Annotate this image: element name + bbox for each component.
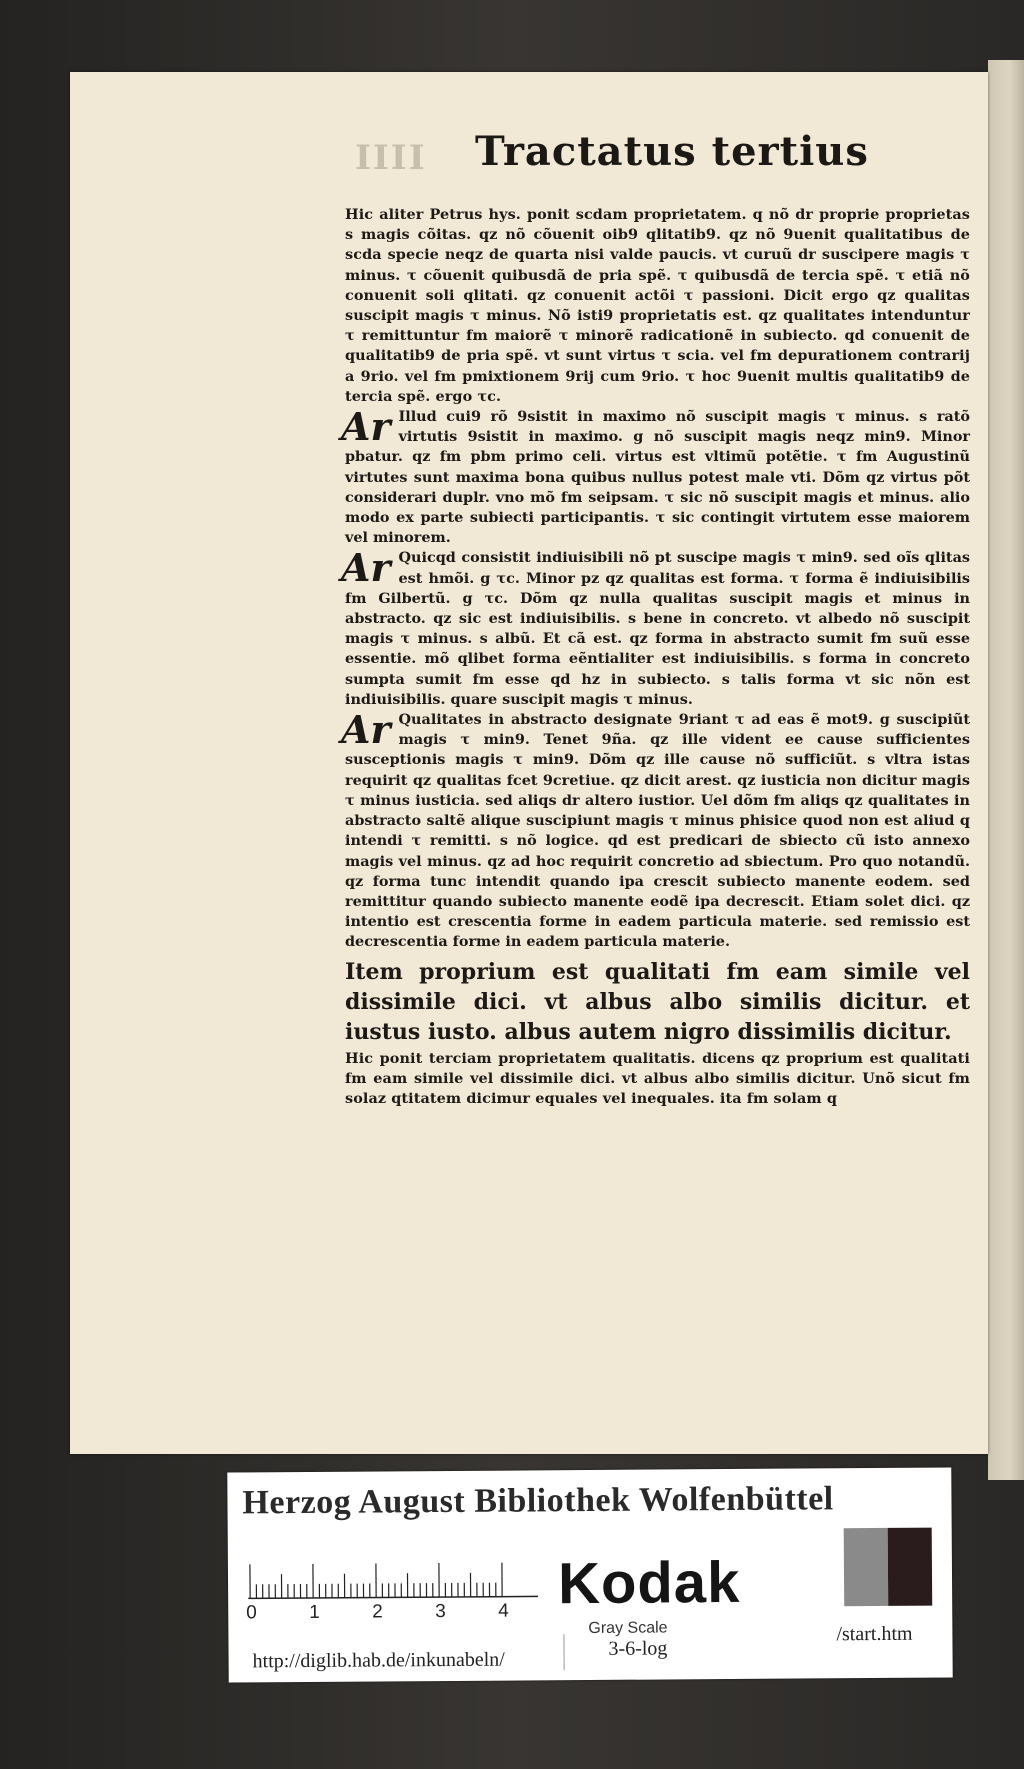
gray-scale-swatches xyxy=(802,1528,933,1607)
commentary-paragraph: Hic aliter Petrus hys. ponit scdam proprietatem. q nõ dr proprie proprietas s magis cõitas. qz nõ cõuenit oib9 qlitatib9. qz nõ 9uenit qualitatibus de scda specie neqz de quarta nisi valde paucis. vt curuũ dr suscipere magis τ minus. τ cõuenit quibusdã de pria spẽ. τ quibusdã de tercia spẽ. τ etiã nõ conuenit soli qlitati. qz conuenit actõi τ passioni. Dicit ergo qz qualitas suscipit magis τ minus. Nõ isti9 proprietatis est. qz qualitates intenduntur τ remittuntur fm maiorẽ τ minorẽ radicationẽ in subiecto. qd conuenit de qualitatib9 de pria spẽ. vt sunt virtus τ scia. vel fm depurationem contrarij a 9rio. vel fm pmixtionem 9rij cum 9rio. τ hoc 9uenit multis qualitatib9 de tercia spẽ. ergo τc. xyxy=(345,206,970,405)
main-text-column xyxy=(341,205,970,1109)
argument-paragraph xyxy=(341,545,970,710)
lemma-paragraph: Item proprium est qualitati fm eam simile vel dissimile dici. vt albus albo similis dicitur. et iustus iusto. albus autem nigro dissimilis dicitur. xyxy=(345,958,970,1045)
start-path: /start.htm xyxy=(836,1622,913,1646)
argument-initial: Ar xyxy=(341,707,391,753)
library-name: Herzog August Bibliothek Wolfenbüttel xyxy=(242,1480,834,1522)
argument-text: Illud cui9 rõ 9sistit in maximo nõ suscipit magis τ minus. s ratõ virtutis 9sistit in maximo. g nõ suscipit magis neqz min9. Minor pbatur. qz fm pbm primo celi. virtus est vltimũ potẽtie. τ fm Augustinũ virtutes sunt maxima bona quibus nullus potest male vti. Dõm qz virtus põt considerari duplr. vno mõ fm seipsam. τ sic nõ suscipit magis et minus. alio modo ex parte subiecti participantis. τ sic contingit virtutem esse maiorem vel minorem. xyxy=(345,408,970,547)
ruler-number: 4 xyxy=(498,1600,509,1622)
ruler-number: 1 xyxy=(309,1601,320,1623)
ruler-number: 3 xyxy=(435,1601,446,1623)
running-title: Tractatus tertius xyxy=(475,128,869,175)
argument-text: Qualitates in abstracto designate 9riant τ ad eas ẽ mot9. g suscipiũt magis τ min9. Tenet 9ña. qz ille vident ee cause sufficientes susceptionis magis τ min9. Dõm qz ille cause nõ sufficiũt. s vltra istas requirit qz qualitas fcet 9cretiue. qz dicit arest. qz iusticia non dicitur magis τ minus iusticia. sed aliqs dr altero iustior. Uel dõm fm aliqs qz qualitates in abstracto saltẽ alique suscipiunt magis τ minus phisice quod non est aliud q intendi τ remitti. s nõ logice. qd est predicari de sbiecto cũ isto annexo magis vel minus. qz ad hoc requirit concretio ad sbiectum. Pro quo notandũ. qz forma tunc intendit quando ipa crescit subiecto manente eodem. sed remittitur quando subiecto manente eodẽ ipa decrescit. Etiam solet dici. qz intentio est crescentia forme in eadem particula materie. sed remissio est decrescentia forme in eadem particula materie. xyxy=(345,711,970,951)
folio-number: IIII xyxy=(355,138,427,178)
ruler-numbers xyxy=(246,1600,546,1626)
argument-text: Quicqd consistit indiuisibili nõ pt suscipe magis τ min9. sed oĩs qlitas est hmõi. g τc. Minor pz qz qualitas est forma. τ forma ẽ indiuisibilis fm Gilbertũ. g τc. Dõm qz nulla qualitas suscipit magis et minus in abstracto. qz sic est indiuisibilis. s bene in concreto. vt albedo nõ suscipit magis τ minus. s albũ. Et cã est. qz forma in abstracto sumit fm suũ esse essentie. mõ qlibet forma eẽntialiter est indiuisibilis. s forma in concreto sumpta sumit fm esse qd hz in subiecto. s talis forma vt sic nõn est indiuisibilis. quare suscipit magis τ minus. xyxy=(345,549,970,708)
commentary-paragraph: Hic ponit terciam proprietatem qualitatis. dicens qz proprium est qualitati fm eam simile vel dissimile dici. vt albus albo similis dicitur. Unõ sicut fm solaz qtitatem dicimur equales vel inequales. ita fm solam q xyxy=(345,1049,970,1107)
swatch-black xyxy=(888,1528,933,1606)
swatch-gray xyxy=(844,1528,889,1606)
argument-paragraph xyxy=(341,707,970,952)
ruler-number: 2 xyxy=(372,1601,383,1623)
adjacent-page-edge xyxy=(988,60,1024,1480)
gray-scale-label: Gray Scale xyxy=(588,1619,668,1638)
library-url: http://diglib.hab.de/inkunabeln/ xyxy=(252,1648,505,1673)
argument-initial: Ar xyxy=(341,404,391,450)
swatch-white xyxy=(802,1528,845,1606)
ruler-ticks xyxy=(248,1558,538,1600)
page-header xyxy=(355,128,875,188)
ruler xyxy=(248,1558,538,1600)
calibration-card xyxy=(227,1467,952,1682)
kodak-logo: Kodak xyxy=(557,1549,741,1617)
ruler-number: 0 xyxy=(246,1602,257,1624)
argument-initial: Ar xyxy=(341,545,391,591)
log-code: 3-6-log xyxy=(608,1637,668,1660)
card-divider xyxy=(563,1634,564,1670)
argument-paragraph xyxy=(341,404,970,548)
